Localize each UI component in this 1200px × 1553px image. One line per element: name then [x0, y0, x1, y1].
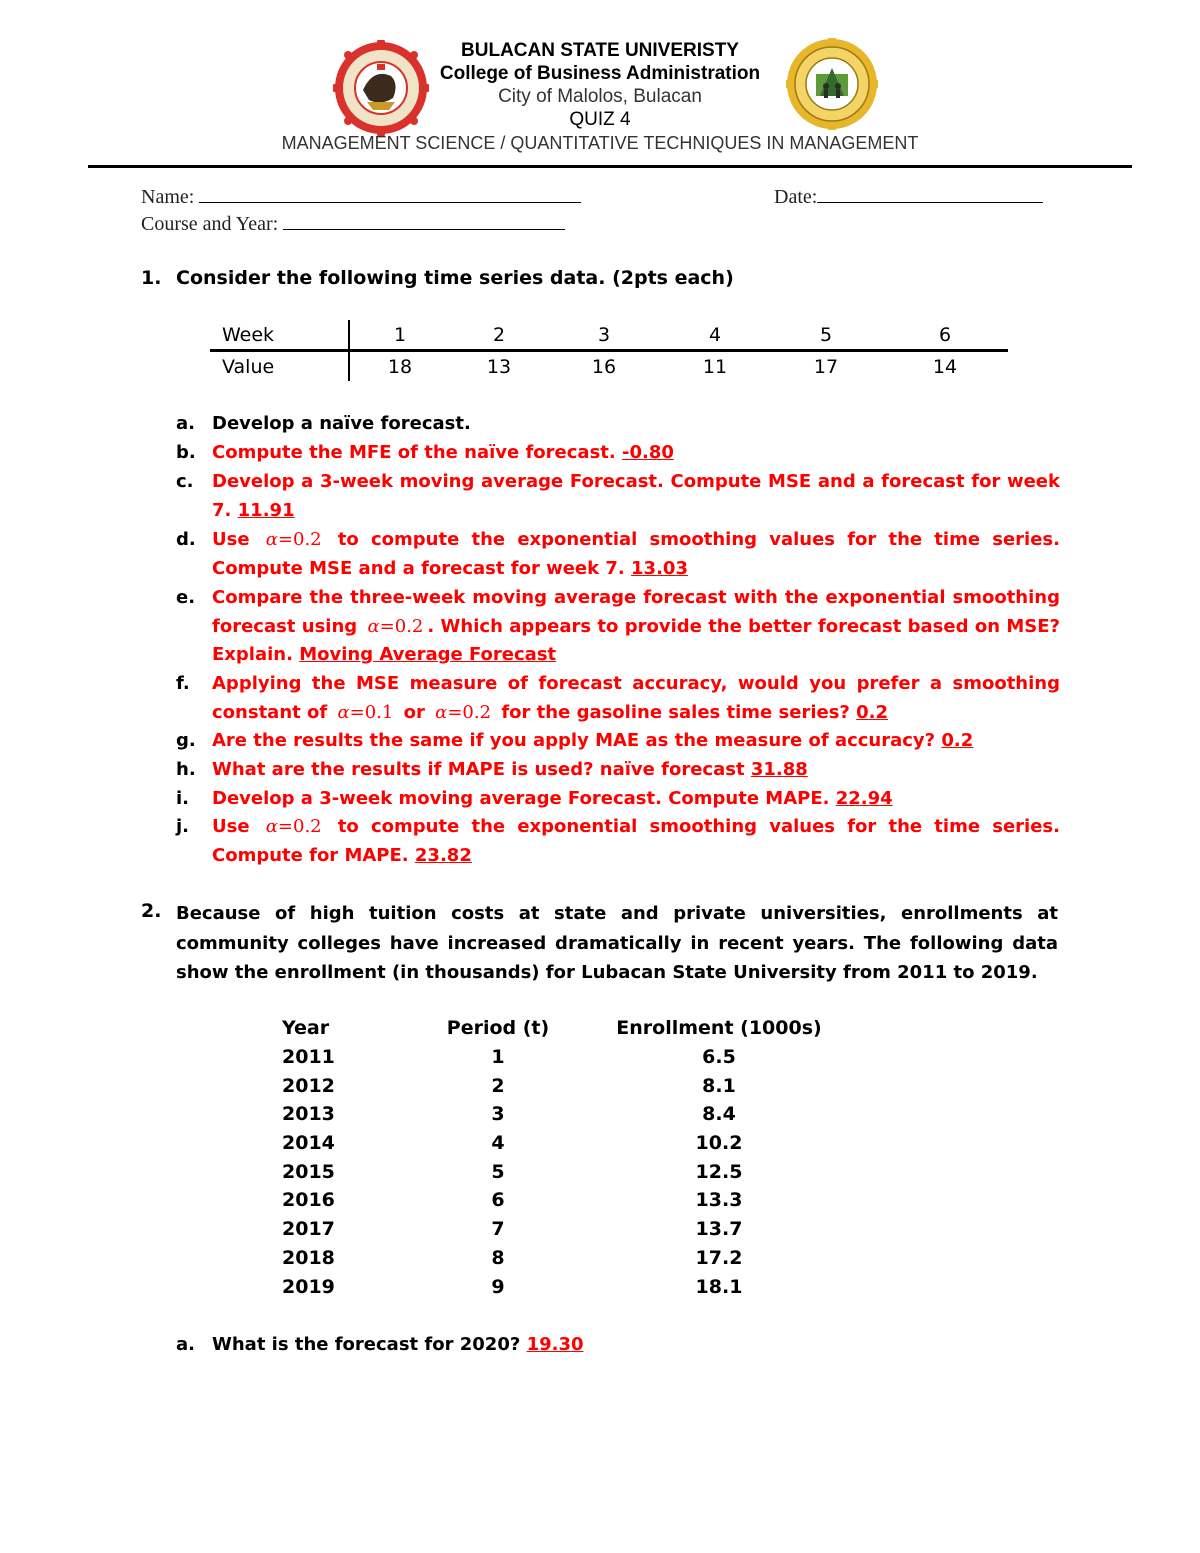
value-cell: 14: [932, 355, 958, 378]
q1-item-e: e. Compare the three-week moving average forecast with the exponential smoothing forecast using α=0.2 . Which appears to provide the better forecast based on MSE? Explain. Moving Average Forecast: [176, 587, 1060, 665]
table-row: 2016 6 13.3: [282, 1189, 743, 1212]
q1-item-b: b. Compute the MFE of the naïve forecast. -0.80: [176, 442, 674, 463]
q1-number: 1.: [141, 267, 162, 289]
alpha-expression: α=0.2: [435, 701, 492, 723]
q1-item-i: i. Develop a 3-week moving average Forecast. Compute MAPE. 22.94: [176, 788, 893, 809]
q1-item-d: d. Use α=0.2 to compute the exponential smoothing values for the time series. Compute MSE and a forecast for week 7. 13.03: [176, 529, 1060, 579]
university-name: BULACAN STATE UNIVERISTY: [461, 40, 739, 61]
name-field[interactable]: [141, 184, 581, 209]
value-cell: 18: [387, 355, 413, 378]
week-cell: 5: [819, 323, 833, 346]
item-text: Develop a naïve forecast.: [212, 413, 471, 434]
col-header-enrollment: Enrollment (1000s): [616, 1017, 822, 1040]
table-row: 2015 5 12.5: [282, 1160, 743, 1183]
week-value-table: [210, 320, 1008, 381]
value-cell: 11: [702, 355, 728, 378]
course-year-label: Course and Year:: [141, 213, 279, 235]
item-text: to compute the exponential smoothing values for the time series. Compute MSE and a forecast for week 7.: [212, 529, 1060, 579]
date-label: Date:: [774, 186, 818, 208]
q1-item-h: h. What are the results if MAPE is used? naïve forecast 31.88: [176, 759, 808, 780]
table-row: 2017 7 13.7: [282, 1218, 743, 1241]
q1-item-a: a. Develop a naïve forecast.: [176, 410, 1060, 439]
table-row: 2019 9 18.1: [282, 1275, 743, 1298]
item-text: for the gasoline sales time series?: [501, 701, 850, 723]
q1-item-g: g. Are the results the same if you apply MAE as the measure of accuracy? 0.2: [176, 730, 974, 751]
quiz-title: QUIZ 4: [569, 109, 631, 130]
item-text: Are the results the same if you apply MAE as the measure of accuracy?: [212, 730, 936, 751]
course-year-field[interactable]: [141, 211, 565, 236]
item-text: . Which appears to provide the better forecast based on MSE? Explain.: [212, 615, 1060, 665]
answer: 13.03: [631, 557, 688, 579]
college-name: College of Business Administration: [439, 63, 761, 84]
q2-number: 2.: [141, 900, 162, 922]
answer: 19.30: [526, 1334, 584, 1355]
week-cell: 1: [393, 323, 407, 346]
alpha-expression: α=0.2: [265, 529, 322, 550]
q1-prompt: Consider the following time series data. (2pts each): [176, 267, 734, 289]
table-row: 2018 8 17.2: [282, 1246, 743, 1269]
answer: 11.91: [237, 499, 295, 521]
week-cell: 2: [492, 323, 506, 346]
col-header-year: Year: [282, 1017, 330, 1040]
value-cell: 17: [813, 355, 839, 378]
alpha-expression: α=0.1: [337, 701, 394, 723]
enrollment-table: [282, 1014, 834, 1301]
city-line: City of Malolos, Bulacan: [498, 86, 702, 107]
course-year-blank[interactable]: [283, 211, 565, 230]
table-row: 2014 4 10.2: [282, 1132, 743, 1155]
table-row: 2011 1 6.5: [282, 1046, 736, 1069]
col-header-period: Period (t): [446, 1017, 550, 1040]
q1-item-f: f. Applying the MSE measure of forecast accuracy, would you prefer a smoothing constant of α=0.1 or α=0.2 for the gasoline sales time series? 0.2: [176, 673, 1060, 723]
item-text: Develop a 3-week moving average Forecast. Compute MSE and a forecast for week 7.: [212, 471, 1060, 521]
answer: 22.94: [835, 788, 893, 809]
q1-item-j: j. Use α=0.2 to compute the exponential smoothing values for the time series. Compute for MAPE. 23.82: [176, 816, 1060, 866]
table-row: 2013 3 8.4: [282, 1103, 736, 1126]
item-text: What are the results if MAPE is used? naïve forecast: [212, 759, 745, 780]
date-field[interactable]: [774, 184, 1043, 209]
item-text: Compute the MFE of the naïve forecast.: [212, 442, 616, 463]
item-text: to compute the exponential smoothing values for the time series. Compute for MAPE.: [212, 816, 1060, 866]
answer: 0.2: [941, 730, 974, 751]
week-row-label: Week: [210, 320, 349, 351]
table-row: 2012 2 8.1: [282, 1074, 736, 1097]
answer: -0.80: [622, 442, 674, 463]
answer: 31.88: [750, 759, 808, 780]
answer: 23.82: [414, 844, 472, 866]
item-text: Develop a 3-week moving average Forecast. Compute MAPE.: [212, 788, 830, 809]
q1-item-c: c. Develop a 3-week moving average Forecast. Compute MSE and a forecast for week 7. 11.91: [176, 471, 1060, 521]
q2-prompt: Because of high tuition costs at state and private universities, enrollments at community colleges have increased dramatically in recent years. The following data show the enrollment (in thousands) for Lubacan State University from 2011 to 2019.: [176, 903, 1058, 983]
name-blank[interactable]: [199, 184, 581, 203]
course-title: MANAGEMENT SCIENCE / QUANTITATIVE TECHNIQUES IN MANAGEMENT: [281, 133, 919, 153]
answer: Moving Average Forecast: [299, 644, 557, 665]
week-cell: 4: [708, 323, 722, 346]
alpha-expression: α=0.2: [367, 615, 424, 637]
header-divider: [88, 165, 1132, 168]
item-text: What is the forecast for 2020?: [212, 1334, 521, 1355]
value-cell: 13: [486, 355, 512, 378]
answer: 0.2: [856, 701, 889, 723]
value-cell: 16: [591, 355, 617, 378]
name-label: Name:: [141, 186, 195, 208]
week-cell: 3: [597, 323, 611, 346]
q2-item-a: a. What is the forecast for 2020? 19.30: [176, 1334, 584, 1355]
value-row-label: Value: [210, 351, 349, 382]
date-blank[interactable]: [817, 184, 1043, 203]
alpha-expression: α=0.2: [265, 816, 322, 837]
week-cell: 6: [938, 323, 952, 346]
